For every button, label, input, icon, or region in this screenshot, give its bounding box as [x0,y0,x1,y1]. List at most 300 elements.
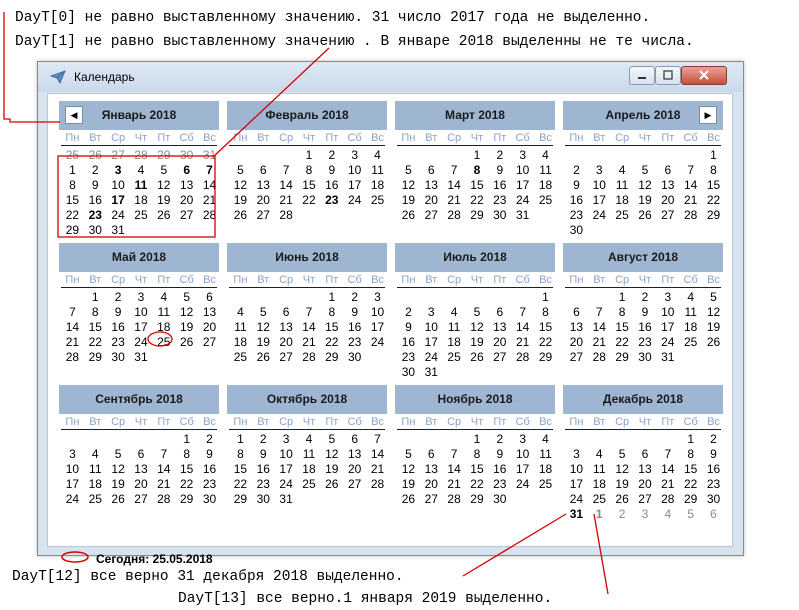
day-cell[interactable]: 3 [114,163,122,177]
day-cell[interactable]: 24 [134,335,148,349]
day-cell[interactable]: 10 [65,462,80,476]
day-cell[interactable]: 4 [542,432,549,446]
day-cell[interactable]: 27 [134,492,148,506]
day-cell[interactable]: 27 [256,208,270,222]
day-cell[interactable]: 14 [302,320,316,334]
day-cell[interactable]: 10 [279,447,293,461]
day-cell[interactable]: 4 [160,290,168,304]
day-cell[interactable]: 31 [111,223,125,237]
day-cell[interactable]: 23 [493,193,507,207]
day-cell[interactable]: 24 [279,477,293,491]
day-cell[interactable]: 31 [569,507,584,521]
day-cell[interactable]: 8 [237,447,244,461]
day-cell[interactable]: 15 [470,462,484,476]
day-cell[interactable]: 15 [233,462,248,476]
day-cell[interactable]: 8 [183,447,191,461]
day-cell[interactable]: 24 [515,477,530,491]
day-cell[interactable]: 22 [65,208,80,222]
day-cell[interactable]: 27 [347,477,362,491]
day-cell[interactable]: 1 [91,290,99,304]
day-cell[interactable]: 29 [615,350,629,364]
day-cell[interactable]: 19 [325,462,339,476]
day-cell[interactable]: 8 [710,163,717,177]
day-cell[interactable]: 24 [592,208,606,222]
day-cell[interactable]: 17 [569,477,584,491]
day-cell[interactable]: 3 [595,163,603,177]
day-cell[interactable]: 28 [515,350,530,364]
day-cell[interactable]: 12 [233,178,248,192]
day-cell[interactable]: 9 [259,447,267,461]
maximize-button[interactable] [655,66,681,85]
day-cell[interactable]: 13 [638,462,652,476]
day-cell[interactable]: 4 [595,447,603,461]
day-cell[interactable]: 19 [401,193,416,207]
day-cell[interactable]: 27 [569,350,584,364]
day-cell[interactable]: 6 [206,290,213,304]
day-cell[interactable]: 29 [65,223,80,237]
day-cell[interactable]: 20 [424,193,438,207]
day-cell[interactable]: 20 [279,335,293,349]
day-cell[interactable]: 12 [179,305,194,319]
day-cell[interactable]: 12 [638,178,652,192]
day-cell[interactable]: 9 [206,447,213,461]
day-cell[interactable]: 16 [88,193,102,207]
day-cell[interactable]: 7 [664,447,672,461]
day-cell[interactable]: 28 [447,208,461,222]
day-cell[interactable]: 25 [615,208,629,222]
day-cell[interactable]: 23 [202,477,217,491]
day-cell[interactable]: 21 [447,193,461,207]
day-cell[interactable]: 2 [573,163,580,177]
close-button[interactable] [681,66,727,85]
day-cell[interactable]: 6 [282,305,290,319]
day-cell[interactable]: 8 [542,305,549,319]
day-cell[interactable]: 19 [401,477,416,491]
day-cell[interactable]: 1 [183,432,191,446]
day-cell[interactable]: 13 [424,178,438,192]
day-cell[interactable]: 23 [706,477,721,491]
day-cell[interactable]: 17 [515,462,530,476]
day-cell[interactable]: 7 [160,447,168,461]
day-cell[interactable]: 18 [233,335,248,349]
day-cell[interactable]: 30 [88,223,102,237]
next-month-button[interactable]: ▶ [699,106,717,124]
day-cell[interactable]: 9 [328,163,336,177]
day-cell[interactable]: 30 [569,223,584,237]
day-cell[interactable]: 1 [69,163,76,177]
day-cell[interactable]: 25 [134,208,148,222]
day-cell[interactable]: 7 [374,432,381,446]
day-cell[interactable]: 20 [493,335,507,349]
day-cell[interactable]: 14 [157,462,171,476]
day-cell[interactable]: 3 [664,290,672,304]
day-cell[interactable]: 1 [328,290,336,304]
day-cell[interactable]: 19 [638,193,652,207]
day-cell[interactable]: 5 [641,163,649,177]
day-cell[interactable]: 21 [65,335,80,349]
day-cell[interactable]: 6 [710,507,717,521]
day-cell[interactable]: 12 [325,447,339,461]
day-cell[interactable]: 20 [179,193,194,207]
day-cell[interactable]: 25 [88,492,102,506]
day-cell[interactable]: 3 [351,148,359,162]
day-cell[interactable]: 7 [519,305,527,319]
day-cell[interactable]: 9 [496,447,504,461]
day-cell[interactable]: 25 [447,350,461,364]
day-cell[interactable]: 11 [539,447,552,461]
day-cell[interactable]: 29 [325,350,339,364]
day-cell[interactable]: 10 [661,305,675,319]
day-cell[interactable]: 31 [515,208,530,222]
day-cell[interactable]: 15 [179,462,194,476]
day-cell[interactable]: 23 [569,208,584,222]
day-cell[interactable]: 16 [493,462,507,476]
day-cell[interactable]: 13 [202,305,217,319]
day-cell[interactable]: 14 [592,320,606,334]
day-cell[interactable]: 12 [256,320,270,334]
day-cell[interactable]: 16 [401,335,416,349]
day-cell[interactable]: 4 [687,290,695,304]
day-cell[interactable]: 16 [493,178,507,192]
day-cell[interactable]: 26 [111,492,125,506]
day-cell[interactable]: 30 [401,365,416,379]
day-cell[interactable]: 23 [638,335,652,349]
day-cell[interactable]: 24 [424,350,438,364]
day-cell[interactable]: 20 [202,320,217,334]
day-cell[interactable]: 3 [374,290,381,304]
day-cell[interactable]: 26 [401,208,416,222]
day-cell[interactable]: 15 [302,178,316,192]
day-cell[interactable]: 2 [259,432,267,446]
day-cell[interactable]: 31 [279,492,293,506]
day-cell[interactable]: 10 [111,178,125,192]
day-cell[interactable]: 12 [111,462,125,476]
day-cell[interactable]: 7 [282,163,290,177]
day-cell[interactable]: 10 [370,305,385,319]
day-cell[interactable]: 27 [179,208,194,222]
day-cell[interactable]: 28 [592,350,606,364]
day-cell[interactable]: 10 [569,462,584,476]
day-cell[interactable]: 30 [706,492,721,506]
day-cell[interactable]: 7 [687,163,695,177]
day-cell[interactable]: 10 [134,305,148,319]
day-cell[interactable]: 25 [302,477,316,491]
day-cell[interactable]: 22 [615,335,629,349]
day-cell[interactable]: 17 [134,320,148,334]
day-cell[interactable]: 24 [515,193,530,207]
day-cell[interactable]: 29 [157,148,171,162]
day-cell[interactable]: 23 [88,208,102,222]
day-cell[interactable]: 28 [661,492,675,506]
day-cell[interactable]: 17 [370,320,385,334]
day-cell[interactable]: 4 [618,163,626,177]
day-cell[interactable]: 7 [595,305,603,319]
day-cell[interactable]: 15 [706,178,721,192]
day-cell[interactable]: 20 [569,335,584,349]
day-cell[interactable]: 27 [638,492,652,506]
day-cell[interactable]: 19 [615,477,629,491]
day-cell[interactable]: 27 [279,350,293,364]
day-cell[interactable]: 22 [470,193,484,207]
day-cell[interactable]: 7 [305,305,313,319]
day-cell[interactable]: 17 [279,462,293,476]
day-cell[interactable]: 6 [183,163,191,177]
day-cell[interactable]: 3 [137,290,145,304]
day-cell[interactable]: 6 [427,447,435,461]
day-cell[interactable]: 1 [237,432,244,446]
day-cell[interactable]: 26 [88,148,102,162]
day-cell[interactable]: 2 [496,432,504,446]
day-cell[interactable]: 29 [88,350,102,364]
day-cell[interactable]: 31 [424,365,438,379]
day-cell[interactable]: 21 [202,193,217,207]
day-cell[interactable]: 4 [137,163,145,177]
day-cell[interactable]: 9 [351,305,359,319]
day-cell[interactable]: 25 [157,335,171,349]
day-cell[interactable]: 16 [111,320,125,334]
day-cell[interactable]: 24 [661,335,675,349]
day-cell[interactable]: 10 [515,447,530,461]
day-cell[interactable]: 8 [91,305,99,319]
day-cell[interactable]: 6 [664,163,672,177]
day-cell[interactable]: 18 [592,477,606,491]
day-cell[interactable]: 27 [493,350,507,364]
day-cell[interactable]: 2 [710,432,717,446]
day-cell[interactable]: 28 [65,350,80,364]
today-label[interactable]: Сегодня: 25.05.2018 [96,552,213,566]
day-cell[interactable]: 26 [325,477,339,491]
day-cell[interactable]: 14 [370,447,385,461]
day-cell[interactable]: 3 [69,447,76,461]
day-cell[interactable]: 30 [179,148,194,162]
day-cell[interactable]: 21 [370,462,385,476]
day-cell[interactable]: 23 [256,477,270,491]
day-cell[interactable]: 18 [134,193,148,207]
day-cell[interactable]: 28 [279,208,293,222]
day-cell[interactable]: 5 [328,432,336,446]
day-cell[interactable]: 4 [91,447,99,461]
day-cell[interactable]: 25 [370,193,385,207]
day-cell[interactable]: 15 [683,462,698,476]
day-cell[interactable]: 11 [234,320,247,334]
day-cell[interactable]: 27 [202,335,217,349]
day-cell[interactable]: 3 [282,432,290,446]
day-cell[interactable]: 13 [569,320,584,334]
day-cell[interactable]: 18 [88,477,102,491]
day-cell[interactable]: 13 [179,178,194,192]
day-cell[interactable]: 22 [233,477,248,491]
day-cell[interactable]: 18 [447,335,461,349]
day-cell[interactable]: 15 [88,320,102,334]
day-cell[interactable]: 24 [111,208,125,222]
day-cell[interactable]: 13 [256,178,270,192]
day-cell[interactable]: 22 [706,193,721,207]
day-cell[interactable]: 13 [661,178,675,192]
day-cell[interactable]: 16 [706,462,721,476]
day-cell[interactable]: 21 [447,477,461,491]
day-cell[interactable]: 22 [325,335,339,349]
day-cell[interactable]: 8 [473,447,481,461]
day-cell[interactable]: 8 [69,178,76,192]
day-cell[interactable]: 21 [302,335,316,349]
day-cell[interactable]: 3 [519,148,527,162]
day-cell[interactable]: 23 [347,335,362,349]
day-cell[interactable]: 17 [661,320,675,334]
day-cell[interactable]: 11 [89,462,102,476]
day-cell[interactable]: 24 [370,335,385,349]
day-cell[interactable]: 2 [114,290,122,304]
day-cell[interactable]: 14 [202,178,217,192]
day-cell[interactable]: 5 [405,447,412,461]
day-cell[interactable]: 7 [450,447,458,461]
day-cell[interactable]: 20 [347,462,362,476]
day-cell[interactable]: 3 [573,447,580,461]
day-cell[interactable]: 30 [493,208,507,222]
day-cell[interactable]: 14 [515,320,530,334]
day-cell[interactable]: 20 [661,193,675,207]
day-cell[interactable]: 8 [473,163,481,177]
day-cell[interactable]: 19 [470,335,484,349]
day-cell[interactable]: 27 [111,148,125,162]
day-cell[interactable]: 16 [256,462,270,476]
day-cell[interactable]: 1 [687,432,695,446]
day-cell[interactable]: 1 [473,148,481,162]
day-cell[interactable]: 6 [496,305,504,319]
day-cell[interactable]: 28 [134,148,148,162]
day-cell[interactable]: 9 [710,447,717,461]
day-cell[interactable]: 12 [157,178,171,192]
day-cell[interactable]: 31 [661,350,675,364]
day-cell[interactable]: 3 [427,305,435,319]
day-cell[interactable]: 25 [538,477,553,491]
day-cell[interactable]: 21 [515,335,530,349]
day-cell[interactable]: 13 [493,320,507,334]
day-cell[interactable]: 5 [160,163,168,177]
day-cell[interactable]: 8 [305,163,313,177]
day-cell[interactable]: 5 [183,290,191,304]
day-cell[interactable]: 29 [538,350,553,364]
day-cell[interactable]: 2 [496,148,504,162]
day-cell[interactable]: 17 [424,335,438,349]
day-cell[interactable]: 26 [638,208,652,222]
day-cell[interactable]: 19 [157,193,171,207]
day-cell[interactable]: 27 [661,208,675,222]
day-cell[interactable]: 12 [706,305,721,319]
day-cell[interactable]: 5 [687,507,695,521]
day-cell[interactable]: 14 [65,320,80,334]
day-cell[interactable]: 26 [233,208,248,222]
day-cell[interactable]: 6 [573,305,580,319]
day-cell[interactable]: 28 [302,350,316,364]
day-cell[interactable]: 1 [710,148,717,162]
title-bar[interactable] [38,62,743,92]
day-cell[interactable]: 4 [450,305,458,319]
day-cell[interactable]: 1 [542,290,549,304]
day-cell[interactable]: 16 [347,320,362,334]
day-cell[interactable]: 19 [179,320,194,334]
day-cell[interactable]: 2 [618,507,626,521]
day-cell[interactable]: 7 [206,163,213,177]
day-cell[interactable]: 19 [256,335,270,349]
day-cell[interactable]: 10 [347,163,362,177]
day-cell[interactable]: 16 [638,320,652,334]
prev-month-button[interactable]: ◀ [65,106,83,124]
day-cell[interactable]: 30 [202,492,217,506]
day-cell[interactable]: 17 [111,193,125,207]
day-cell[interactable]: 11 [447,320,461,334]
day-cell[interactable]: 15 [538,320,553,334]
day-cell[interactable]: 2 [328,148,336,162]
day-cell[interactable]: 16 [325,178,339,192]
day-cell[interactable]: 14 [447,178,461,192]
day-cell[interactable]: 26 [179,335,194,349]
day-cell[interactable]: 9 [496,163,504,177]
day-cell[interactable]: 22 [538,335,553,349]
day-cell[interactable]: 21 [279,193,293,207]
day-cell[interactable]: 18 [157,320,171,334]
day-cell[interactable]: 1 [595,507,603,521]
day-cell[interactable]: 12 [401,462,416,476]
day-cell[interactable]: 1 [305,148,313,162]
day-cell[interactable]: 6 [137,447,145,461]
day-cell[interactable]: 29 [179,492,194,506]
day-cell[interactable]: 11 [593,462,606,476]
day-cell[interactable]: 8 [687,447,695,461]
day-cell[interactable]: 12 [401,178,416,192]
day-cell[interactable]: 20 [638,477,652,491]
day-cell[interactable]: 29 [470,208,484,222]
day-cell[interactable]: 18 [538,462,553,476]
day-cell[interactable]: 11 [539,163,552,177]
day-cell[interactable]: 11 [684,305,697,319]
day-cell[interactable]: 28 [157,492,171,506]
day-cell[interactable]: 25 [683,335,698,349]
day-cell[interactable]: 8 [328,305,336,319]
day-cell[interactable]: 22 [302,193,316,207]
day-cell[interactable]: 29 [706,208,721,222]
day-cell[interactable]: 2 [351,290,359,304]
day-cell[interactable]: 4 [664,507,672,521]
day-cell[interactable]: 2 [641,290,649,304]
day-cell[interactable]: 17 [592,193,606,207]
day-cell[interactable]: 24 [347,193,362,207]
day-cell[interactable]: 5 [237,163,244,177]
day-cell[interactable]: 28 [447,492,461,506]
day-cell[interactable]: 13 [134,462,148,476]
day-cell[interactable]: 30 [111,350,125,364]
day-cell[interactable]: 9 [91,178,99,192]
day-cell[interactable]: 4 [542,148,549,162]
day-cell[interactable]: 9 [405,320,412,334]
minimize-button[interactable] [629,66,655,85]
day-cell[interactable]: 4 [237,305,244,319]
day-cell[interactable]: 29 [470,492,484,506]
day-cell[interactable]: 11 [615,178,629,192]
day-cell[interactable]: 29 [683,492,698,506]
day-cell[interactable]: 28 [683,208,698,222]
day-cell[interactable]: 23 [401,350,416,364]
day-cell[interactable]: 28 [370,477,385,491]
day-cell[interactable]: 15 [470,178,484,192]
day-cell[interactable]: 9 [114,305,122,319]
day-cell[interactable]: 5 [114,447,122,461]
day-cell[interactable]: 11 [157,305,171,319]
day-cell[interactable]: 18 [683,320,698,334]
day-cell[interactable]: 1 [618,290,626,304]
day-cell[interactable]: 30 [256,492,270,506]
day-cell[interactable]: 15 [325,320,339,334]
day-cell[interactable]: 10 [424,320,438,334]
